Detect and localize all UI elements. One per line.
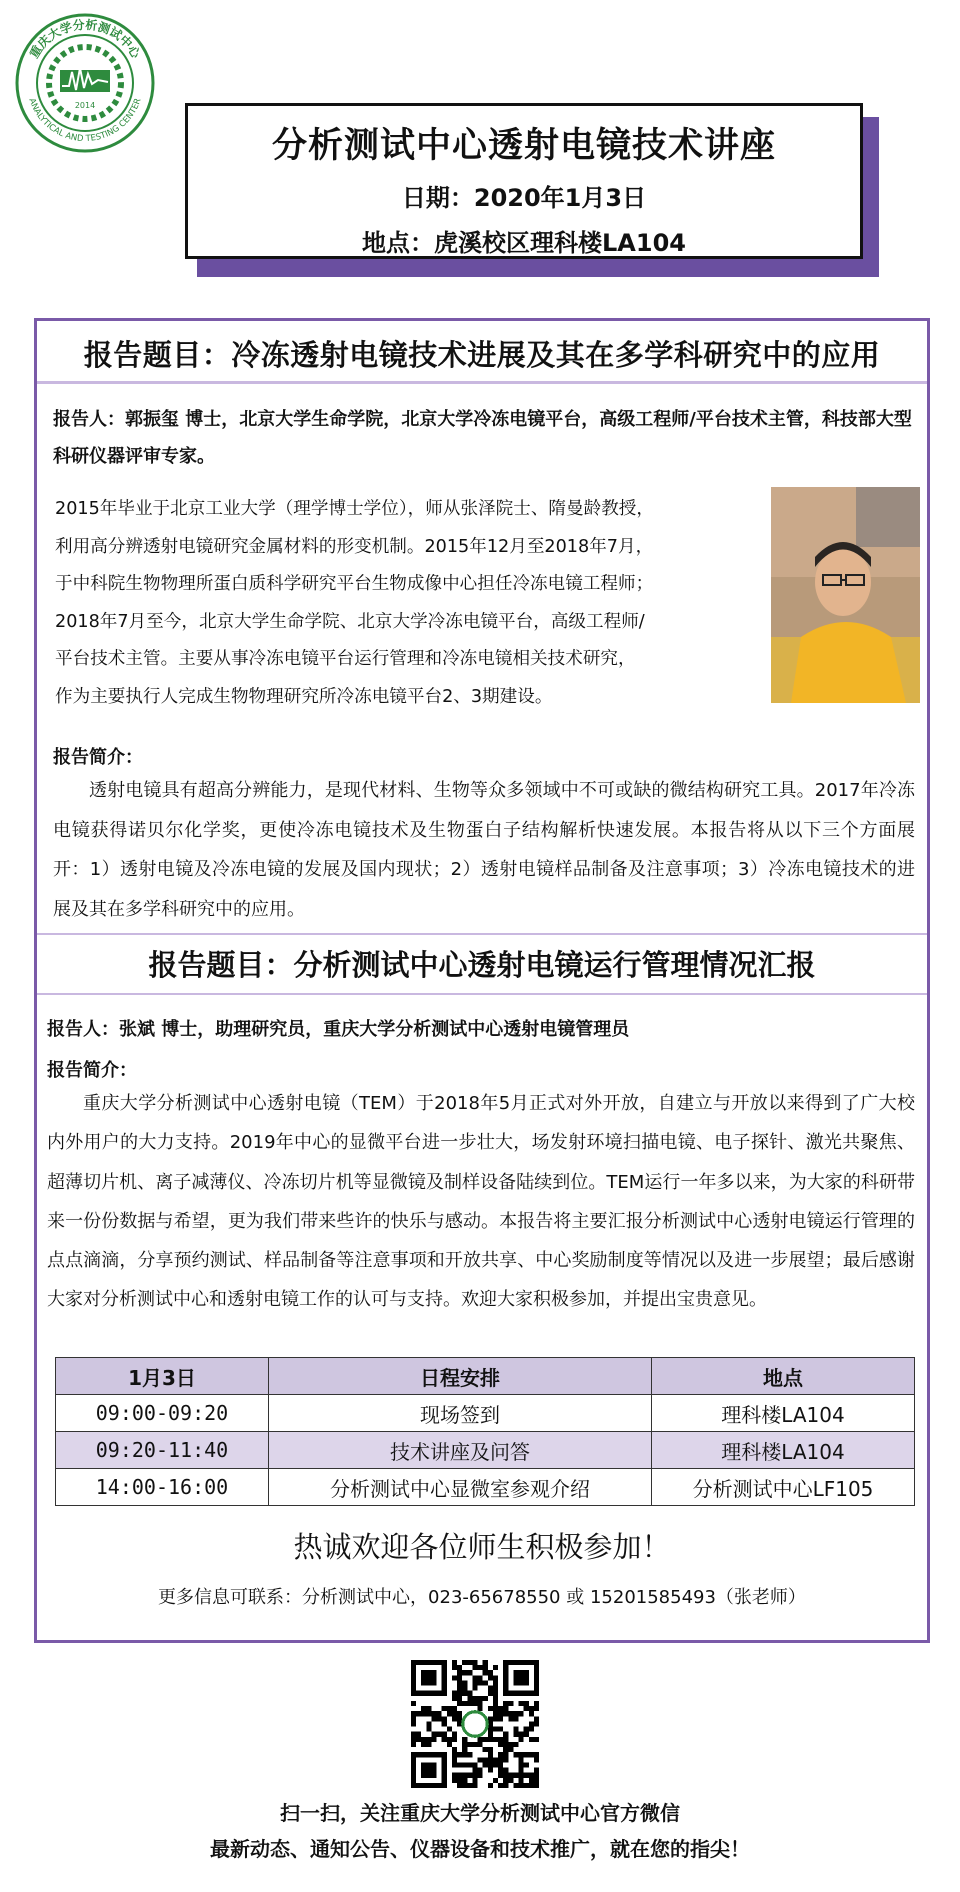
talk1-abstract-label: 报告简介： xyxy=(53,747,143,768)
content-frame xyxy=(34,318,930,1643)
footer-line-2: 最新动态、通知公告、仪器设备和技术推广，就在您的指尖！ xyxy=(210,1837,750,1861)
bio-line: 于中科院生物物理所蛋白质科学研究平台生物成像中心担任冷冻电镜工程师； xyxy=(55,574,654,594)
talk1-abstract: 透射电镜具有超高分辨能力，是现代材料、生物等众多领域中不可或缺的微结构研究工具。2017年冷冻电镜获得诺贝尔化学奖，更使冷冻电镜技术及生物蛋白子结构解析快速发展。本报告将从以下三个方面展开：1）透射电镜及冷冻电镜的发展及国内现状；2）透射电镜样品制备及注意事项；3）冷冻电镜技术的进展及其在多学科研究中的应用。 xyxy=(53,780,915,920)
talk2-speaker: 报告人：张斌 博士，助理研究员，重庆大学分析测试中心透射电镜管理员 xyxy=(47,1019,630,1040)
page-title: 分析测试中心透射电镜技术讲座 xyxy=(271,126,776,166)
center-logo xyxy=(14,12,156,154)
table-cell: 理科楼LA104 xyxy=(652,1432,915,1469)
schedule-table xyxy=(55,1357,915,1506)
contact-info: 更多信息可联系：分析测试中心，023-65678550 或 15201585493（张老师） xyxy=(158,1587,806,1608)
table-cell: 现场签到 xyxy=(269,1395,652,1432)
talk2-title: 报告题目：分析测试中心透射电镜运行管理情况汇报 xyxy=(148,948,816,982)
qr-code[interactable] xyxy=(411,1660,539,1788)
bio-line: 作为主要执行人完成生物物理研究所冷冻电镜平台2、3期建设。 xyxy=(55,686,553,707)
welcome-text: 热诚欢迎各位师生积极参加！ xyxy=(293,1530,671,1564)
bio-line: 利用高分辨透射电镜研究金属材料的形变机制。2015年12月至2018年7月， xyxy=(55,536,654,557)
talk2-abstract-label: 报告简介： xyxy=(47,1060,137,1081)
divider xyxy=(37,993,927,995)
table-cell: 分析测试中心LF105 xyxy=(652,1469,915,1506)
table-cell: 理科楼LA104 xyxy=(652,1395,915,1432)
header-box xyxy=(185,103,863,259)
event-date: 日期：2020年1月3日 xyxy=(401,184,647,212)
bio-line: 2015年毕业于北京工业大学（理学博士学位），师从张泽院士、隋曼龄教授， xyxy=(55,499,654,519)
table-row xyxy=(56,1395,915,1432)
talk1-title: 报告题目：冷冻透射电镜技术进展及其在多学科研究中的应用 xyxy=(83,338,881,372)
divider xyxy=(37,933,927,935)
table-cell: 09:20-11:40 xyxy=(56,1432,269,1469)
footer-line-1: 扫一扫，关注重庆大学分析测试中心官方微信 xyxy=(280,1801,680,1825)
bio-line: 2018年7月至今，北京大学生命学院、北京大学冷冻电镜平台，高级工程师/ xyxy=(55,611,645,632)
table-cell: 09:00-09:20 xyxy=(56,1395,269,1432)
talk1-speaker: 报告人：郭振玺 博士，北京大学生命学院，北京大学冷冻电镜平台，高级工程师/平台技术主管，科技部大型科研仪器评审专家。 xyxy=(53,409,912,467)
talk2-abstract: 重庆大学分析测试中心透射电镜（TEM）于2018年5月正式对外开放，自建立与开放以来得到了广大校内外用户的大力支持。2019年中心的显微平台进一步壮大，场发射环境扫描电镜、电子探针、激光共聚焦、超薄切片机、离子减薄仪、冷冻切片机等显微镜及制样设备陆续到位。TEM运行一年多以来，为大家的科研带来一份份数据与希望，更为我们带来些许的快乐与感动。本报告将主要汇报分析测试中心透射电镜运行管理的点点滴滴，分享预约测试、样品制备等注意事项和开放共享、中心奖励制度等情况以及进一步展望；最后感谢大家对分析测试中心和透射电镜工作的认可与支持。欢迎大家积极参加，并提出宝贵意见。 xyxy=(47,1093,915,1311)
talk1-bio xyxy=(55,491,785,716)
table-cell: 分析测试中心显微室参观介绍 xyxy=(269,1469,652,1506)
column-header: 1月3日 xyxy=(56,1358,269,1395)
table-row xyxy=(56,1432,915,1469)
logo-year: 2014 xyxy=(74,101,96,110)
table-cell: 技术讲座及问答 xyxy=(269,1432,652,1469)
divider xyxy=(37,381,927,384)
column-header: 日程安排 xyxy=(269,1358,652,1395)
logo-text-bottom: ANALYTICAL AND TESTING CENTER xyxy=(26,97,144,145)
logo-text-top: 重庆大学分析测试中心 xyxy=(26,17,144,61)
speaker-photo xyxy=(771,487,920,703)
event-location: 地点：虎溪校区理科楼LA104 xyxy=(362,229,686,257)
table-header-row xyxy=(56,1358,915,1395)
table-row xyxy=(56,1469,915,1506)
bio-line: 平台技术主管。主要从事冷冻电镜平台运行管理和冷冻电镜相关技术研究， xyxy=(55,649,636,669)
table-cell: 14:00-16:00 xyxy=(56,1469,269,1506)
column-header: 地点 xyxy=(652,1358,915,1395)
